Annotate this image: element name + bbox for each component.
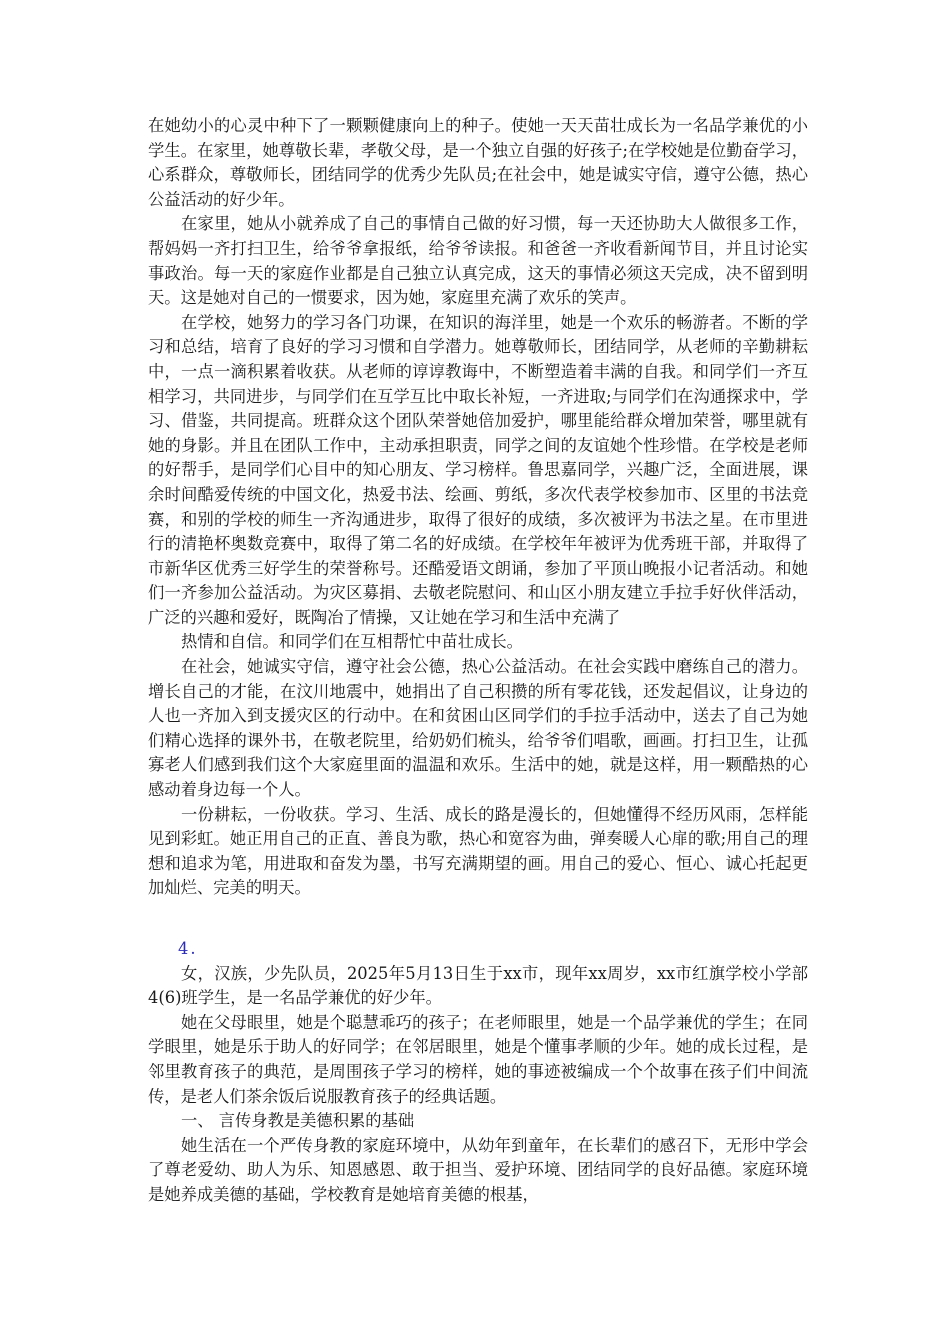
paragraph-views: 她在父母眼里，她是个聪慧乖巧的孩子；在老师眼里，她是一个品学兼优的学生；在同学眼里，她是乐于助人的好同学；在邻居眼里，她是个懂事孝顺的少年。她的成长过程，是邻里教育孩子的典范，是周围孩子学习的榜样，她的事迹被编成一个个故事在孩子们中间流传，是老人们茶余饭后说服教育孩子的经典话题。 xyxy=(148,1012,808,1106)
section-number: 4. xyxy=(178,939,198,958)
paragraph-society: 在社会，她诚实守信，遵守社会公德，热心公益活动。在社会实践中磨练自己的潜力。增长自己的才能，在汶川地震中，她捐出了自己积攒的所有零花钱，还发起倡议，让身边的人也一齐加入到支援灾区的行动中。在和贫困山区同学们的手拉手活动中，送去了自己为她们精心选择的课外书，在敬老院里，给奶奶们梳头，给爷爷们唱歌，画画。打扫卫生，让孤寡老人们感到我们这个大家庭里面的温温和欢乐。生活中的她，就是这样，用一颗酷热的心感动着身边每一个人。 xyxy=(148,657,808,800)
paragraph-family: 她生活在一个严传身教的家庭环境中，从幼年到童年，在长辈们的感召下，无形中学会了尊老爱幼、助人为乐、知恩感恩、敢于担当、爱护环境、团结同学的良好品德。家庭环境是她养成美德的基础，学校教育是她培育美德的根基， xyxy=(148,1135,808,1204)
section-heading: 一、 言传身教是美德积累的基础 xyxy=(181,1111,415,1131)
paragraph-home: 在家里，她从小就养成了自己的事情自己做的好习惯，每一天还协助大人做很多工作，帮妈妈一齐打扫卫生，给爷爷拿报纸，给爷爷读报。和爸爸一齐收看新闻节目，并且讨论实事政治。每一天的家庭作业都是自己独立认真完成，这天的事情必须这天完成，决不留到明天。这是她对自己的一惯要求，因为她，家庭里充满了欢乐的笑声。 xyxy=(148,214,808,308)
paragraph-school-end: 热情和自信。和同学们在互相帮忙中苗壮成长。 xyxy=(181,632,523,652)
document-body xyxy=(148,114,808,1208)
paragraph-intro: 女，汉族，少先队员，2025年5月13日生于xx市，现年xx周岁，xx市红旗学校小学部4(6)班学生，是一名品学兼优的好少年。 xyxy=(148,963,808,1008)
paragraph-continuation: 在她幼小的心灵中种下了一颗颗健康向上的种子。使她一天天苗壮成长为一名品学兼优的小学生。在家里，她尊敬长辈，孝敬父母，是一个独立自强的好孩子;在学校她是位勤奋学习，心系群众，尊敬师长，团结同学的优秀少先队员;在社会中，她是诚实守信，遵守公德，热心公益活动的好少年。 xyxy=(148,116,808,209)
section-gap xyxy=(148,901,808,937)
paragraph-conclusion: 一份耕耘，一份收获。学习、生活、成长的路是漫长的，但她懂得不经历风雨，怎样能见到彩虹。她正用自己的正直、善良为歌，热心和宽容为曲，弹奏暖人心扉的歌;用自己的理想和追求为笔，用进取和奋发为墨，书写充满期望的画。用自己的爱心、恒心、诚心托起更加灿烂、完美的明天。 xyxy=(148,804,808,898)
paragraph-school: 在学校，她努力的学习各门功课，在知识的海洋里，她是一个欢乐的畅游者。不断的学习和总结，培育了良好的学习习惯和自学潜力。她尊敬师长，团结同学，从老师的辛勤耕耘中，一点一滴积累着收获。从老师的谆谆教诲中，不断塑造着丰满的自我。和同学们一齐互相学习，共同进步，与同学们在互学互比中取长补短，一齐进取;与同学们在沟通探求中，学习、借鉴，共同提高。班群众这个团队荣誉她倍加爱护，哪里能给群众增加荣誉，哪里就有她的身影。并且在团队工作中，主动承担职责，同学之间的友谊她个性珍惜。在学校是老师的好帮手，是同学们心目中的知心朋友、学习榜样。鲁思嘉同学，兴趣广泛，全面进展，课余时间酷爱传统的中国文化，热爱书法、绘画、剪纸，多次代表学校参加市、区里的书法竞赛，和别的学校的师生一齐沟通进步，取得了很好的成绩，多次被评为书法之星。在市里进行的清艳杯奥数竞赛中，取得了第二名的好成绩。在学校年年被评为优秀班干部，并取得了市新华区优秀三好学生的荣誉称号。还酷爱语文朗诵，参加了平顶山晚报小记者活动。和她们一齐参加公益活动。为灾区募捐、去敬老院慰问、和山区小朋友建立手拉手好伙伴活动，广泛的兴趣和爱好，既陶冶了情操，又让她在学习和生活中充满了 xyxy=(148,312,808,627)
